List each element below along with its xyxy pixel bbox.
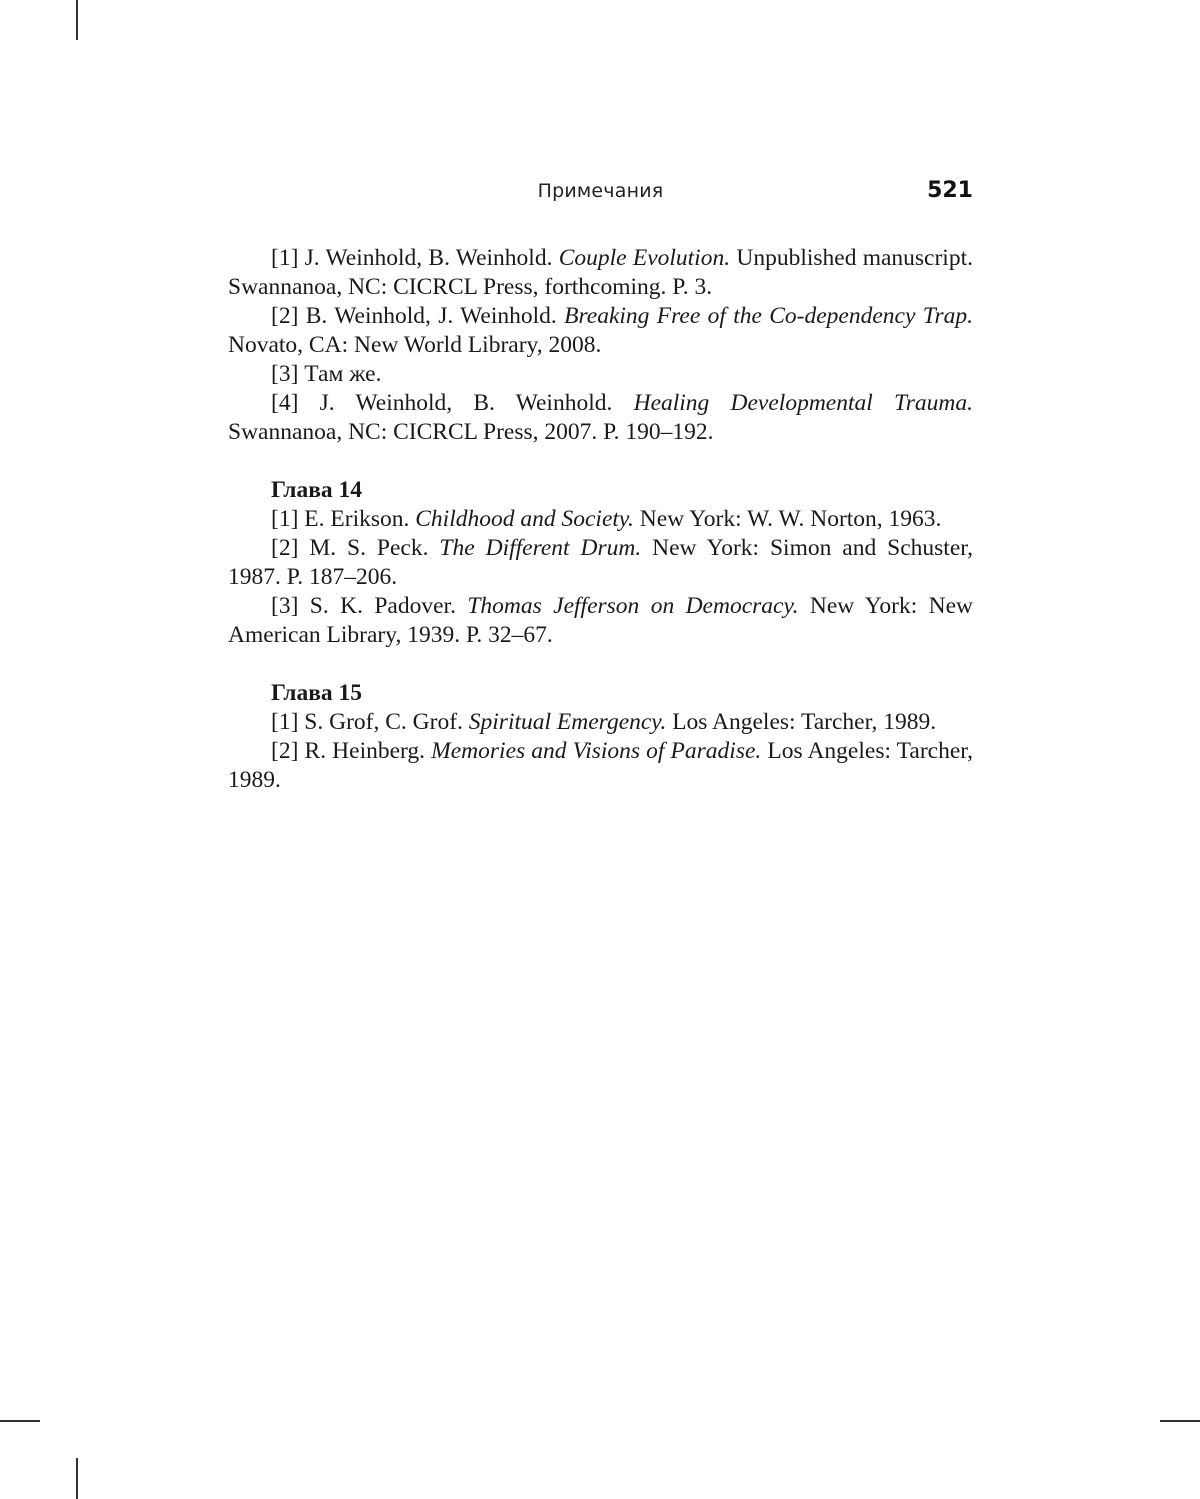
note-number: [1] bbox=[271, 709, 299, 735]
crop-mark-top-left bbox=[76, 0, 78, 40]
note-publication: Los Angeles: Tarcher, 1989. bbox=[672, 709, 937, 735]
note-title: Memories and Visions of Paradise. bbox=[431, 738, 762, 764]
note-entry bbox=[228, 708, 973, 737]
note-entry bbox=[228, 737, 973, 795]
note-title: Healing Developmental Trauma. bbox=[633, 390, 974, 416]
note-entry bbox=[228, 592, 973, 650]
note-entry bbox=[228, 389, 973, 447]
note-authors: B. Weinhold, J. Weinhold. bbox=[305, 303, 557, 329]
note-authors: J. Weinhold, B. Weinhold. bbox=[319, 390, 613, 416]
note-publication: Novato, CA: New World Library, 2008. bbox=[228, 332, 602, 358]
note-authors: M. S. Peck. bbox=[309, 535, 429, 561]
note-title: Thomas Jefferson on Democracy. bbox=[467, 593, 799, 619]
crop-mark-bottom-left-vertical bbox=[76, 1458, 78, 1499]
note-authors: E. Erikson. bbox=[304, 506, 410, 532]
note-number: [4] bbox=[271, 390, 299, 416]
note-number: [2] bbox=[271, 535, 299, 561]
note-authors: S. Grof, C. Grof. bbox=[304, 709, 463, 735]
note-entry bbox=[228, 505, 973, 534]
chapter-heading: Глава 15 bbox=[271, 680, 363, 706]
notes-body bbox=[228, 244, 973, 795]
note-publication: Los Angeles: Tarcher, 1989. bbox=[228, 738, 974, 793]
note-title: Spiritual Emergency. bbox=[468, 709, 667, 735]
note-number: [3] bbox=[271, 593, 299, 619]
note-number: [1] bbox=[271, 506, 299, 532]
note-publication: Swannanoa, NC: CICRCL Press, 2007. P. 190–192. bbox=[228, 419, 714, 445]
note-title: Breaking Free of the Co-dependency Trap. bbox=[564, 303, 974, 329]
note-authors: S. K. Padover. bbox=[309, 593, 456, 619]
note-entry bbox=[228, 360, 973, 389]
note-title: Couple Evolution. bbox=[558, 245, 731, 271]
running-head bbox=[228, 178, 973, 208]
note-publication: Unpublished manuscript. Swannanoa, NC: CICRCL Press, forthcoming. P. 3. bbox=[228, 245, 973, 300]
note-number: [1] bbox=[271, 245, 299, 271]
note-entry bbox=[228, 302, 973, 360]
note-authors: R. Heinberg. bbox=[304, 738, 426, 764]
crop-mark-bottom-right-horizontal bbox=[1160, 1420, 1200, 1422]
running-title: Примечания bbox=[537, 180, 664, 202]
note-entry bbox=[228, 534, 973, 592]
note-title: The Different Drum. bbox=[439, 535, 642, 561]
page-number: 521 bbox=[927, 178, 973, 203]
note-publication: New York: New American Library, 1939. P. 32–67. bbox=[228, 593, 973, 648]
note-publication: New York: W. W. Norton, 1963. bbox=[639, 506, 942, 532]
chapter-heading: Глава 14 bbox=[271, 477, 363, 503]
note-number: [2] bbox=[271, 738, 299, 764]
note-authors: Там же. bbox=[304, 361, 382, 387]
crop-mark-bottom-left-horizontal bbox=[0, 1420, 40, 1422]
note-number: [2] bbox=[271, 303, 299, 329]
note-title: Childhood and Society. bbox=[415, 506, 634, 532]
note-authors: J. Weinhold, B. Weinhold. bbox=[304, 245, 553, 271]
note-number: [3] bbox=[271, 361, 299, 387]
note-publication: New York: Simon and Schuster, 1987. P. 187–206. bbox=[228, 535, 974, 590]
note-entry bbox=[228, 244, 973, 302]
